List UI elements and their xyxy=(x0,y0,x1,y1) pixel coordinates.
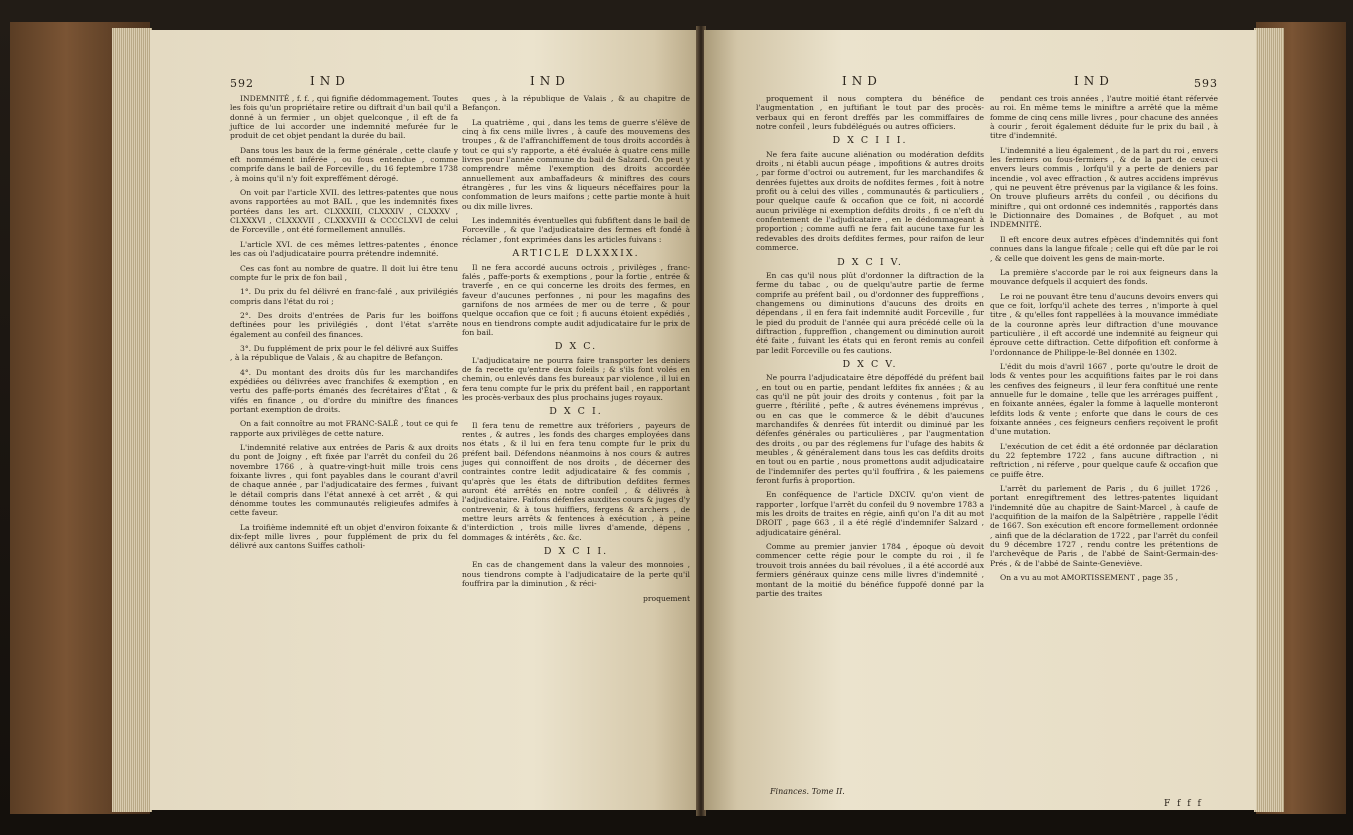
article-heading: D X C I I I. xyxy=(832,135,908,147)
paragraph: L'adjudicataire ne pourra faire transporter les deniers de fa recette qu'entre deux foleils ; & s'ils font volés en chemin, ou enlevés dans fes bureaux par violence , il lui en fera tenu compte fur le prix du préfent bail , en rapportant les procès-verbaux des plus prochains juges royaux. xyxy=(462,355,690,402)
paragraph: L'article XVI. de ces mêmes lettres-patentes , énonce les cas où l'adjudicataire pourra prétendre indemnité. xyxy=(230,239,458,259)
paragraph: On voit par l'article XVII. des lettres-patentes que nous avons rapportées au mot BAIL , que les indemnités fixes portées dans les art. CLXXXIII, CLXXXIV , CLXXXV , CLXXXVI , CLXXXVII , CLXXXVIII & CCCCLXVI de celui de Forceville , ont été formellement annullés. xyxy=(230,188,458,235)
paragraph: Les indemnités éventuelles qui fubfiftent dans le bail de Forceville , & que l'adjudicataire des fermes eft fondé à réclamer , font exprimées dans les articles fuivans : xyxy=(462,216,690,244)
signature-mark: F f f f xyxy=(1164,799,1203,809)
paragraph: La première s'accorde par le roi aux feigneurs dans la mouvance defquels il acquiert des fonds. xyxy=(990,267,1218,287)
paragraph: proquement il nous comptera du bénéfice de l'augmentation , en juftifiant le tout par des procès-verbaux qui en feront dreffés par les commiffaires de notre confeil , leurs fubdélégués ou autres officiers. xyxy=(756,94,984,132)
paragraph: En conféquence de l'article DXCIV. qu'on vient de rapporter , lorfque l'arrêt du confeil du 9 novembre 1783 a mis les droits de traites en régie, ainfi qu'on l'a dit au mot DROIT , page 663 , il a été réglé d'indemnifer Salzard , adjudicataire général. xyxy=(756,490,984,537)
article-heading: D X C I I. xyxy=(543,546,609,558)
paragraph: La quatrième , qui , dans les tems de guerre s'élève de cinq à fix cens mille livres , à caufe des mouvemens des troupes , & de l'affranchiffement de tous droits accordés à tout ce qui s'y rapporte, a été évaluée à quatre cens mille livres pour l'année commune du bail de Salzard. On peut y comprendre même l'exemption des droits accordée annuellement aux ambaffadeurs & miniftres des cours étrangères , fur les vins & liqueurs néceffaires pour la confommation de leurs maifons ; cette partie monte à huit ou dix mille livres. xyxy=(462,117,690,211)
text-column-1 xyxy=(230,94,458,556)
catchword: proquement xyxy=(643,593,690,603)
running-head: IND xyxy=(842,74,882,88)
paragraph: Comme au premier janvier 1784 , époque où devoit commencer cette régie pour le compte du roi , il fe trouvoit trois années du bail révolues , il a été accordé aux fermiers généraux quinze cens mille livres d'indemnité , montant de la moitié du bénéfice fuppofé donné par la partie des traites xyxy=(756,542,984,598)
paragraph: En cas qu'il nous plût d'ordonner la diftraction de la ferme du tabac , ou de quelqu'autre partie de ferme comprife au préfent bail , ou d'ordonner des fuppreffions , changemens ou diminutions d'aucuns des droits en dépendans , il en fera fait indemnité audit Forceville , fur le pied du produit de l'année qui aura précédé celle où la diftraction , fuppreffion , changement ou diminution auroit été faite , fuivant les états qui en feront remis au confeil par ledit Forceville ou fes cautions. xyxy=(756,270,984,355)
paragraph: L'indemnité relative aux entrées de Paris & aux droits du pont de Joigny , eft fixée par l'arrêt du confeil du 26 novembre 1766 , à quatre-vingt-huit mille trois cens foixante livres , qui font payables dans le courant d'avril de chaque année , par l'adjudicataire des fermes , fuivant le détail compris dans l'état annexé à cet arrêt , & qui dénomme toutes les communautés religieufes admifes à cette faveur. xyxy=(230,443,458,518)
paragraph: L'indemnité a lieu également , de la part du roi , envers les fermiers ou fous-fermiers , & de la part de ceux-ci envers leurs commis , lorfqu'il y a perte de deniers par incendie , vol avec effraction , & autres accidens imprévus , qui ne peuvent être prévenus par la vigilance & les foins. On trouve plufieurs arrêts du confeil , ou décifions du miniftre , qui ont ordonné ces indemnités , rapportés dans le Dictionnaire des Domaines , de Bofquet , au mot INDEMNITÉ. xyxy=(990,145,1218,230)
paragraph: Il eft encore deux autres efpèces d'indemnités qui font connues dans la langue fifcale ; celle qui eft dûe par le roi , & celle que doivent les gens de main-morte. xyxy=(990,234,1218,263)
volume-footer: Finances. Tome II. xyxy=(770,787,845,796)
article-heading: D X C I. xyxy=(549,406,603,418)
article-heading: D X C I V. xyxy=(837,256,903,268)
running-head: IND xyxy=(1074,74,1114,88)
paragraph: On a fait connoître au mot FRANC-SALÉ , tout ce qui fe rapporte aux privilèges de cette nature. xyxy=(230,419,458,438)
paragraph: Ne pourra l'adjudicataire être dépoffédé du préfent bail , en tout ou en partie, pendant lefdites fix années ; & au cas qu'il ne pût jouir des droits y contenus , foit par la guerre , ftérilité , pefte , & autres événemens imprévus , ou en cas que le commerce & le débit d'aucunes marchandifes & denrées fût interdit ou diminué par les défenfes générales ou particulières , par l'augmentation des droits , ou par des réglemens fur l'ufage des habits & meubles , & généralement dans tous les cas defdits droits en tout ou en partie , nous promettons audit adjudicataire de l'indemnifer des pertes qu'il fouffrira , & les paiemens feront furfis à proportion. xyxy=(756,373,984,486)
paragraph: 4°. Du montant des droits dûs fur les marchandifes expédiées ou délivrées avec franchifes & exemption , en vertu des paffe-ports émanés des fecrétaires d'État , & vifés en finance , ou d'ordre du miniftre des finances portant exemption de droits. xyxy=(230,367,458,414)
paragraph: En cas de changement dans la valeur des monnoies , nous tiendrons compte à l'adjudicataire de la perte qu'il fouffrira par la diminution , & réci- xyxy=(462,560,690,589)
text-column-3 xyxy=(756,94,984,603)
page-stack-right xyxy=(1254,28,1284,812)
page-number: 592 xyxy=(230,77,254,90)
paragraph: L'édit du mois d'avril 1667 , porte qu'outre le droit de lods & ventes pour les acquifitions faites par le roi dans les cenfives des feigneurs , il leur fera conftitué une rente annuelle fur le domaine , telle que les arrérages puiffent , en foixante années, égaler la fomme à laquelle monteront lefdits lods & vente ; enforte que dans le cours de ces foixante années , ces feigneurs cenfiers reçoivent le profit d'une mutation. xyxy=(990,361,1218,437)
paragraph: Ne fera faite aucune aliénation ou modération defdits droits , ni établi aucun péage , impofitions & autres droits , par forme d'octroi ou autrement, fur les marchandifes & denrées fujettes aux droits de nofdites fermes , foit à notre profit ou à celui des villes , communautés & particuliers , pour quelque caufe & occafion que ce foit, ni accordé aucun privilège ni exemption defdits droits , fi ce n'eft du confentement de l'adjudicataire , en le dédommageant à proportion ; comme auffi ne fera fait aucune taxe fur les redevables des droits defdites fermes, pour raifon de leur commerce. xyxy=(756,149,984,253)
text-column-4 xyxy=(990,94,1218,588)
paragraph: Il ne fera accordé aucuns octrois , privilèges , franc-falés , paffe-ports & exemptions , pour la fortie , entrée & traverfe , en ce qui concerne les droits des fermes, en faveur d'aucunes perfonnes , ni pour les magafins des garnifons de nos armées de mer ou de terre , & pour quelque occafion que ce foit ; fi aucuns étoient expédiés , nous en tiendrons compte audit adjudicataire fur le prix de fon bail. xyxy=(462,262,690,337)
paragraph: Dans tous les baux de la ferme générale , cette claufe y eft nommément inférée , ou fous entendue , comme comprife dans le bail de Forceville , du 16 feptembre 1738 , à moins qu'il n'y foit expreffément dérogé. xyxy=(230,145,458,183)
right-page xyxy=(704,30,1256,810)
paragraph: Il fera tenu de remettre aux tréforiers , payeurs de rentes , & autres , les fonds des charges employées dans nos états , & il lui en fera tenu compte fur le prix du préfent bail. Défendons néanmoins à nos cours & autres juges qui connoiffent de nos droits , de décerner des contraintes contre ledit adjudicataire & fes commis , qu'après que les états de diftribution defdites fermes auront été arrêtés en notre confeil , & délivrés à l'adjudicataire. Faifons défenfes auxdites cours & juges d'y contrevenir, & à tous huiffiers, fergens & archers , de mettre leurs arrêts & fentences à exécution , à peine d'interdiction , trois mille livres d'amende, dépens , dommages & intérêts , &c. &c. xyxy=(462,420,690,542)
article-heading: ARTICLE DLXXXIX. xyxy=(512,248,640,260)
paragraph: pendant ces trois années , l'autre moitié étant réfervée au roi. En même tems le miniftre a arrêté que la même fomme de cinq cens mille livres , pour chacune des années à courir , feroit également déduite fur le prix du bail , à titre d'indemnité. xyxy=(990,94,1218,141)
page-stack-left xyxy=(112,28,152,812)
paragraph: L'exécution de cet édit a été ordonnée par déclaration du 22 feptembre 1722 , fans aucune diftraction , ni reftriction , ni réferve , pour quelque caufe & occafion que ce puiffe être. xyxy=(990,441,1218,479)
paragraph: Ces cas font au nombre de quatre. Il doit lui être tenu compte fur le prix de fon bail , xyxy=(230,263,458,282)
paragraph: Le roi ne pouvant être tenu d'aucuns devoirs envers qui que ce foit, lorfqu'il achete des terres , n'importe à quel titre , & qu'elles font rappellées à la mouvance immédiate de la couronne après leur diftraction d'une mouvance particulière , il eft accordé une indemnité au feigneur qui éprouve cette diftraction. Cette difpofition eft conforme à l'ordonnance de Philippe-le-Bel donnée en 1302. xyxy=(990,291,1218,357)
article-heading: D X C V. xyxy=(842,358,898,370)
paragraph: On a vu au mot AMORTISSEMENT , page 35 , xyxy=(1000,573,1179,583)
paragraph: 1°. Du prix du fel délivré en franc-falé , aux privilégiés compris dans l'état du roi ; xyxy=(230,287,458,306)
paragraph: La troifième indemnité eft un objet d'environ foixante & dix-fept mille livres , pour fupplément de prix du fel délivré aux cantons Suiffes catholi- xyxy=(230,522,458,551)
page-number: 593 xyxy=(1194,77,1218,90)
paragraph: 3°. Du fupplément de prix pour le fel délivré aux Suiffes , à la république de Valais , & au chapitre de Befançon. xyxy=(230,343,458,363)
paragraph: L'arrêt du parlement de Paris , du 6 juillet 1726 , portant enregiftrement des lettres-patentes liquidant l'indemnité dûe au chapitre de Saint-Marcel , à caufe de l'acquifition de la maifon de la Salpêtrière , rappelle l'édit de 1667. Son exécution eft encore formellement ordonnée , ainfi que de la déclaration de 1722 , par l'arrêt du confeil du 9 décembre 1727 , rendu contre les prétentions de l'archevêque de Paris , de l'abbé de Saint-Germain-des-Prés , & de l'abbé de Sainte-Geneviève. xyxy=(990,484,1218,568)
article-heading: D X C. xyxy=(554,341,598,353)
paragraph: ques , à la république de Valais , & au chapitre de Befançon. xyxy=(462,94,690,113)
running-head: IND xyxy=(530,74,570,88)
left-page xyxy=(150,30,698,810)
paragraph: INDEMNITÉ , f. f. , qui fignifie dédommagement. Toutes les fois qu'un propriétaire retire ou diftrait d'un bail qu'il a donné à un fermier , un objet quelconque , il eft de fa juftice de lui accorder une indemnité mefurée fur le produit de cet objet pendant la durée du bail. xyxy=(230,94,458,141)
running-head: IND xyxy=(310,74,350,88)
text-column-2 xyxy=(462,94,690,603)
paragraph: 2°. Des droits d'entrées de Paris fur les boiffons deftinées pour les privilégiés , dont l'état s'arrête également au confeil des finances. xyxy=(230,310,458,339)
